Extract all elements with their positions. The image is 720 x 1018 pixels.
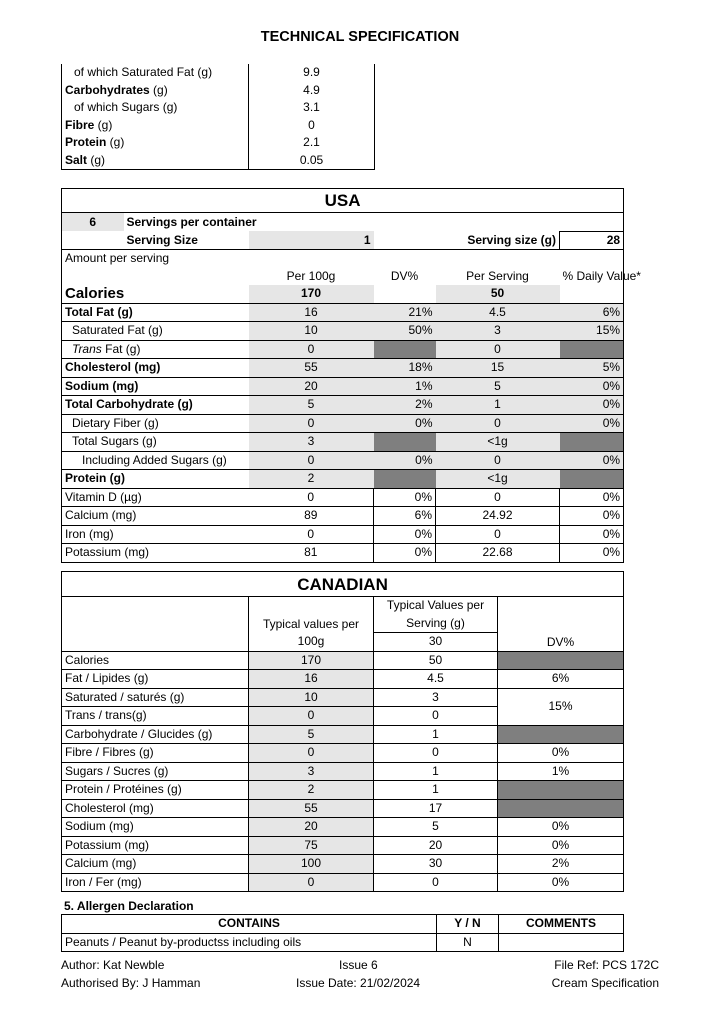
usa-row-label [62, 433, 249, 452]
usa-serving: 3 [436, 322, 560, 341]
usa-row-label [62, 525, 249, 544]
usa-row-label [62, 359, 249, 378]
canadian-label: Calories [62, 651, 249, 670]
canadian-nutrition-table [61, 571, 624, 892]
nutrition-label-text: (g) [106, 135, 125, 150]
canadian-serving: 50 [374, 651, 498, 670]
allergen-table [61, 914, 624, 952]
canadian-serving: 1 [374, 781, 498, 800]
allergen-yn: N [437, 933, 499, 952]
canadian-label: Sugars / Sucres (g) [62, 762, 249, 781]
usa-row [62, 544, 624, 563]
usa-row [62, 433, 624, 452]
usa-daily: 6% [560, 303, 624, 322]
servings-count: 6 [62, 213, 124, 232]
usa-per100: 81 [249, 544, 374, 563]
col-per-serving: Per Serving [466, 268, 529, 283]
usa-row-label-suffix: Fat (g) [101, 341, 141, 356]
nutrition-label-text: (g) [149, 82, 168, 97]
usa-serving: 0 [436, 451, 560, 470]
canadian-row [62, 725, 624, 744]
canadian-per100: 100 [249, 855, 374, 874]
canadian-row [62, 873, 624, 892]
canadian-row [62, 781, 624, 800]
canadian-per100: 0 [249, 744, 374, 763]
usa-row-label-text: Potassium (mg) [65, 545, 150, 560]
usa-row [62, 303, 624, 322]
canadian-dv [498, 651, 624, 670]
canadian-per100: 55 [249, 799, 374, 818]
footer-issue: Issue 6 [339, 958, 378, 972]
usa-per100: 55 [249, 359, 374, 378]
usa-daily: 0% [560, 488, 624, 507]
usa-row-label-text: Trans [72, 341, 102, 356]
usa-per100: 0 [249, 525, 374, 544]
usa-row-label [62, 396, 249, 415]
usa-dv: 0% [374, 414, 436, 433]
canadian-row [62, 688, 624, 707]
canadian-label: Trans / trans(g) [62, 707, 249, 726]
allergen-comments [499, 933, 624, 952]
serving-size-g-value: 28 [560, 231, 624, 250]
usa-per100: 0 [249, 414, 374, 433]
nutrition-label [62, 117, 249, 135]
col-serving-line1: Typical Values per [374, 597, 498, 615]
nutrition-value: 0.05 [249, 152, 375, 170]
footer-authorised: Authorised By: J Hamman [61, 976, 201, 990]
usa-dv [374, 470, 436, 489]
usa-row [62, 470, 624, 489]
usa-dv [374, 433, 436, 452]
usa-serving: 4.5 [436, 303, 560, 322]
usa-row-label-text: Dietary Fiber (g) [72, 415, 159, 430]
col-typical-line2: 100g [249, 633, 374, 652]
canadian-dv: 15% [498, 688, 624, 725]
nutrition-label [62, 82, 249, 100]
canadian-row [62, 651, 624, 670]
usa-row-label [62, 451, 249, 470]
canadian-dv: 0% [498, 836, 624, 855]
nutrition-label-text: (g) [94, 117, 113, 132]
usa-serving: 0 [436, 414, 560, 433]
usa-daily: 0% [560, 507, 624, 526]
canadian-serving: 0 [374, 707, 498, 726]
footer-doc-name: Cream Specification [551, 976, 659, 990]
serving-size-label: Serving Size [126, 232, 198, 247]
usa-row-label-text: Protein (g) [65, 471, 125, 486]
nutrition-label [62, 134, 249, 152]
col-serving-line3: 30 [374, 633, 498, 652]
usa-dv: 6% [374, 507, 436, 526]
usa-row [62, 451, 624, 470]
usa-per100: 89 [249, 507, 374, 526]
usa-daily [560, 433, 624, 452]
usa-nutrition-table [61, 188, 641, 563]
usa-row-label-text: Vitamin D (µg) [65, 489, 142, 504]
nutrition-label-bold: Salt [65, 152, 88, 167]
usa-row-label-text: Total Carbohydrate (g) [65, 397, 193, 412]
usa-row [62, 340, 624, 359]
nutrition-value: 2.1 [249, 134, 375, 152]
eu-nutrition-table [61, 64, 375, 170]
usa-per100: 10 [249, 322, 374, 341]
canadian-serving: 3 [374, 688, 498, 707]
allergen-contains: Peanuts / Peanut by-productss including oils [62, 933, 437, 952]
col-comments: COMMENTS [499, 915, 624, 934]
col-per100: Per 100g [286, 268, 336, 283]
col-contains: CONTAINS [62, 915, 437, 934]
usa-serving: <1g [436, 433, 560, 452]
canadian-serving: 0 [374, 744, 498, 763]
usa-row-label [62, 488, 249, 507]
nutrition-label-text: (g) [87, 152, 106, 167]
usa-row-label [62, 544, 249, 563]
nutrition-label-bold: Fibre [65, 117, 95, 132]
usa-per100: 16 [249, 303, 374, 322]
canadian-per100: 20 [249, 818, 374, 837]
footer-author: Author: Kat Newble [61, 958, 165, 972]
usa-serving: 22.68 [436, 544, 560, 563]
usa-row-label-text: Calcium (mg) [65, 508, 137, 523]
canadian-serving: 0 [374, 873, 498, 892]
canadian-title: CANADIAN [62, 572, 624, 597]
nutrition-value: 3.1 [249, 99, 375, 117]
canadian-dv [498, 725, 624, 744]
canadian-label: Sodium (mg) [62, 818, 249, 837]
usa-row [62, 359, 624, 378]
usa-row-label [62, 414, 249, 433]
usa-title: USA [62, 189, 624, 213]
canadian-label: Carbohydrate / Glucides (g) [62, 725, 249, 744]
usa-row [62, 507, 624, 526]
nutrition-value: 9.9 [249, 64, 375, 82]
nutrition-row [62, 152, 375, 170]
nutrition-label-text: of which Sugars (g) [74, 100, 178, 115]
canadian-row [62, 836, 624, 855]
col-serving-line2: Serving (g) [374, 615, 498, 633]
calories-serving: 50 [436, 285, 560, 303]
usa-daily: 5% [560, 359, 624, 378]
canadian-per100: 3 [249, 762, 374, 781]
nutrition-label [62, 152, 249, 170]
usa-per100: 0 [249, 451, 374, 470]
usa-row-label-text: Iron (mg) [65, 526, 114, 541]
usa-per100: 3 [249, 433, 374, 452]
usa-daily: 0% [560, 396, 624, 415]
footer-file-ref: File Ref: PCS 172C [554, 958, 659, 972]
canadian-dv: 2% [498, 855, 624, 874]
canadian-serving: 17 [374, 799, 498, 818]
usa-row-label [62, 322, 249, 341]
canadian-label: Fibre / Fibres (g) [62, 744, 249, 763]
nutrition-value: 4.9 [249, 82, 375, 100]
usa-row-label [62, 340, 249, 359]
usa-dv [374, 340, 436, 359]
usa-dv: 18% [374, 359, 436, 378]
canadian-dv: 0% [498, 873, 624, 892]
canadian-per100: 16 [249, 670, 374, 689]
nutrition-label [62, 99, 249, 117]
canadian-per100: 0 [249, 707, 374, 726]
usa-dv: 0% [374, 451, 436, 470]
canadian-per100: 5 [249, 725, 374, 744]
canadian-label: Protein / Protéines (g) [62, 781, 249, 800]
canadian-serving: 1 [374, 762, 498, 781]
canadian-row [62, 818, 624, 837]
nutrition-label-text: of which Saturated Fat (g) [74, 65, 213, 80]
nutrition-row [62, 117, 375, 135]
canadian-serving: 4.5 [374, 670, 498, 689]
usa-serving: 24.92 [436, 507, 560, 526]
nutrition-value: 0 [249, 117, 375, 135]
canadian-dv [498, 781, 624, 800]
usa-serving: 0 [436, 488, 560, 507]
usa-row-label [62, 377, 249, 396]
canadian-label: Calcium (mg) [62, 855, 249, 874]
canadian-label: Iron / Fer (mg) [62, 873, 249, 892]
usa-daily: 0% [560, 451, 624, 470]
usa-serving: 0 [436, 525, 560, 544]
canadian-per100: 75 [249, 836, 374, 855]
nutrition-label-bold: Carbohydrates [65, 82, 150, 97]
canadian-serving: 20 [374, 836, 498, 855]
canadian-dv [498, 799, 624, 818]
col-dv: DV% [498, 597, 624, 652]
canadian-label: Saturated / saturés (g) [62, 688, 249, 707]
nutrition-label-bold: Protein [65, 135, 107, 150]
serving-size-value: 1 [249, 231, 374, 250]
usa-daily: 0% [560, 544, 624, 563]
usa-dv: 2% [374, 396, 436, 415]
usa-row [62, 414, 624, 433]
canadian-serving: 5 [374, 818, 498, 837]
col-daily-value: % Daily Value* [560, 268, 624, 286]
usa-row [62, 488, 624, 507]
usa-row-label-text: Saturated Fat (g) [72, 323, 163, 338]
usa-dv: 1% [374, 377, 436, 396]
usa-per100: 2 [249, 470, 374, 489]
usa-row [62, 377, 624, 396]
calories-per100: 170 [249, 285, 374, 303]
usa-dv: 0% [374, 544, 436, 563]
nutrition-label [62, 64, 249, 82]
canadian-row [62, 670, 624, 689]
canadian-dv: 0% [498, 818, 624, 837]
usa-row [62, 322, 624, 341]
canadian-dv: 1% [498, 762, 624, 781]
canadian-row [62, 855, 624, 874]
usa-per100: 20 [249, 377, 374, 396]
canadian-per100: 0 [249, 873, 374, 892]
usa-per100: 0 [249, 488, 374, 507]
usa-row-label-text: Including Added Sugars (g) [82, 452, 227, 467]
amount-per-serving: Amount per serving [62, 250, 374, 268]
canadian-per100: 2 [249, 781, 374, 800]
col-dv: DV% [390, 268, 419, 283]
usa-row-label [62, 470, 249, 489]
allergen-row [62, 933, 624, 952]
canadian-dv: 6% [498, 670, 624, 689]
calories-label: Calories [62, 285, 249, 303]
col-typical-line1: Typical values per [249, 597, 374, 633]
usa-dv: 21% [374, 303, 436, 322]
canadian-serving: 1 [374, 725, 498, 744]
canadian-label: Cholesterol (mg) [62, 799, 249, 818]
usa-row [62, 525, 624, 544]
usa-row [62, 396, 624, 415]
usa-dv: 50% [374, 322, 436, 341]
canadian-label: Potassium (mg) [62, 836, 249, 855]
allergen-section-title: 5. Allergen Declaration [64, 899, 194, 913]
usa-row-label-text: Cholesterol (mg) [65, 360, 161, 375]
canadian-row [62, 762, 624, 781]
nutrition-row [62, 99, 375, 117]
usa-row-label-text: Sodium (mg) [65, 378, 139, 393]
canadian-row [62, 799, 624, 818]
usa-daily: 15% [560, 322, 624, 341]
canadian-dv: 0% [498, 744, 624, 763]
usa-serving: 5 [436, 377, 560, 396]
nutrition-row [62, 64, 375, 82]
usa-row-label-text: Total Sugars (g) [72, 434, 157, 449]
canadian-label: Fat / Lipides (g) [62, 670, 249, 689]
usa-row-label-text: Total Fat (g) [65, 304, 133, 319]
usa-daily: 0% [560, 525, 624, 544]
page-title: TECHNICAL SPECIFICATION [260, 29, 460, 45]
nutrition-row [62, 134, 375, 152]
usa-row-label [62, 303, 249, 322]
footer-issue-date: Issue Date: 21/02/2024 [296, 976, 421, 990]
usa-daily [560, 340, 624, 359]
usa-serving: 0 [436, 340, 560, 359]
usa-serving: 15 [436, 359, 560, 378]
nutrition-row [62, 82, 375, 100]
usa-serving: <1g [436, 470, 560, 489]
canadian-row [62, 744, 624, 763]
serving-size-g-label: Serving size (g) [467, 232, 556, 247]
usa-serving: 1 [436, 396, 560, 415]
canadian-per100: 170 [249, 651, 374, 670]
col-yn: Y / N [437, 915, 499, 934]
servings-label: Servings per container [126, 214, 257, 229]
canadian-per100: 10 [249, 688, 374, 707]
usa-per100: 0 [249, 340, 374, 359]
usa-dv: 0% [374, 525, 436, 544]
canadian-serving: 30 [374, 855, 498, 874]
usa-daily: 0% [560, 377, 624, 396]
usa-daily: 0% [560, 414, 624, 433]
usa-row-label [62, 507, 249, 526]
usa-per100: 5 [249, 396, 374, 415]
usa-dv: 0% [374, 488, 436, 507]
usa-daily [560, 470, 624, 489]
